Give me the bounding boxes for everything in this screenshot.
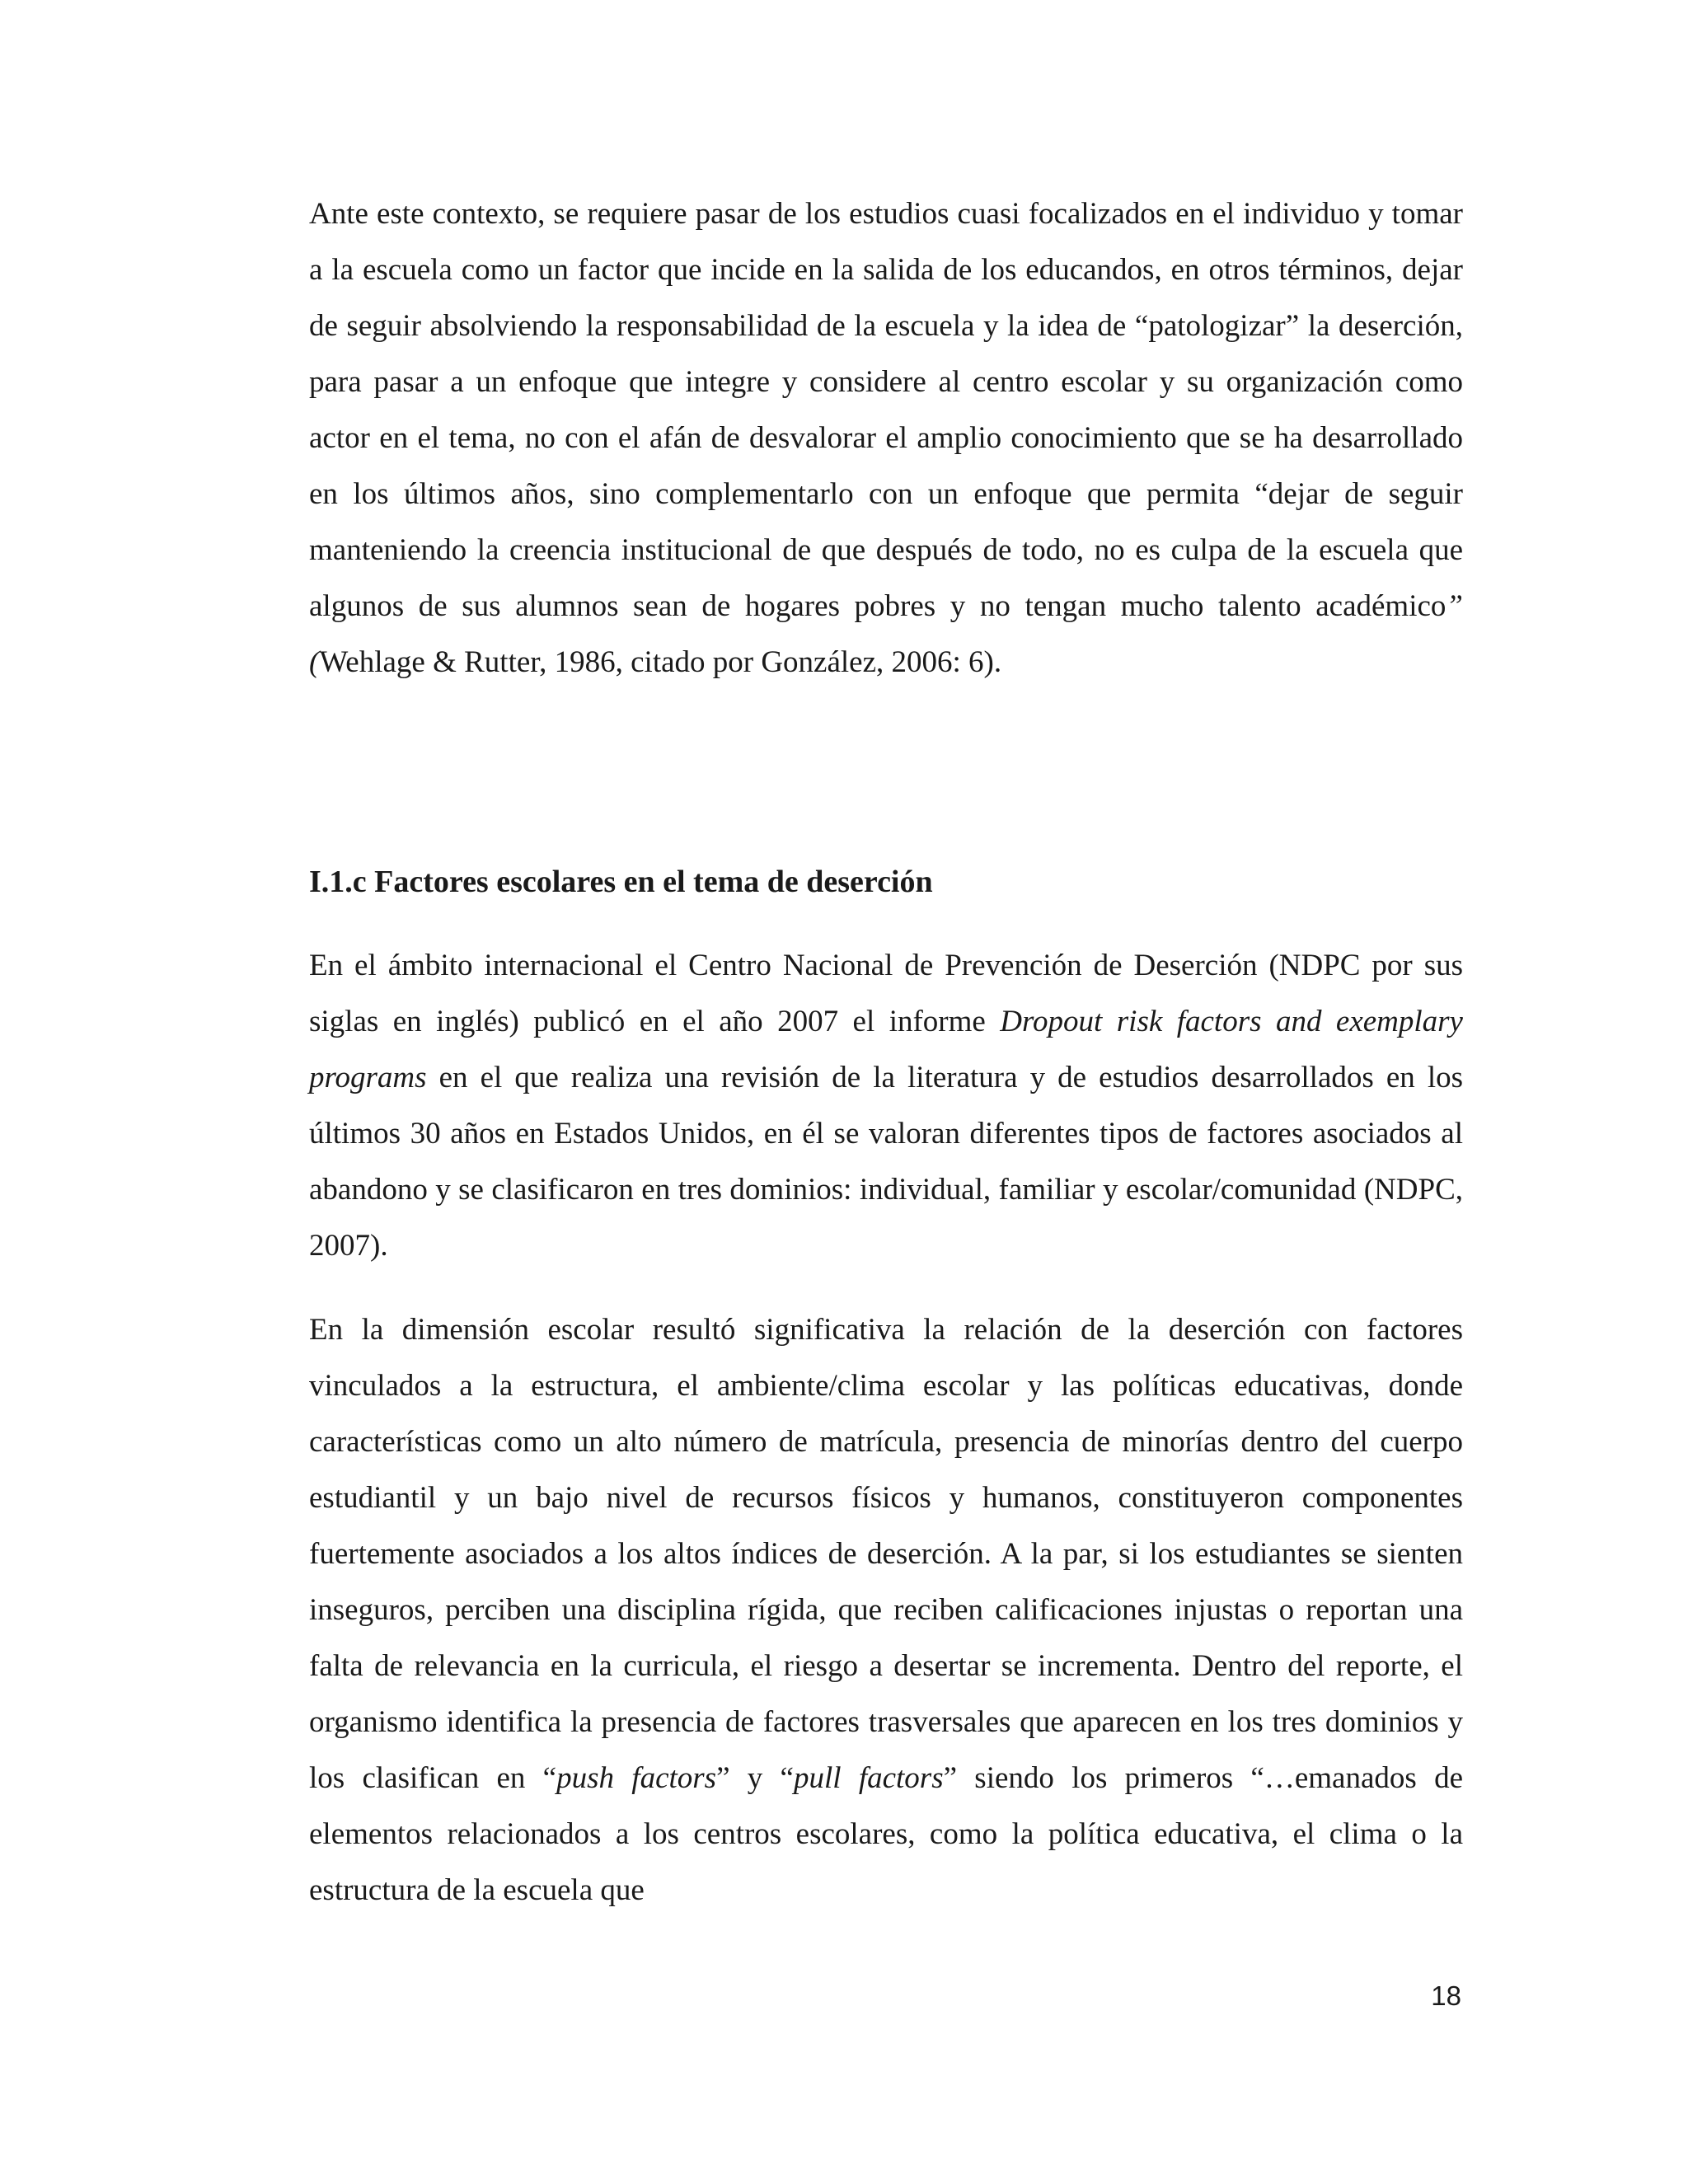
section-heading: I.1.c Factores escolares en el tema de deserción	[309, 865, 933, 899]
paragraph-ndpc-intro: En el ámbito internacional el Centro Nacional de Prevención de Deserción (NDPC por sus siglas en inglés) publicó en el año 2007 el informe	[309, 949, 1463, 1038]
paragraph-school-part3: ” siendo los primeros “…emanados de elementos relacionados a los centros escolares, como la política educativa, el clima o la estructura de la escuela que	[309, 1761, 1463, 1907]
citation-text: Wehlage & Rutter, 1986, citado por González, 2006: 6).	[319, 645, 1002, 679]
report-title: Dropout risk factors and exemplary programs	[309, 1005, 1463, 1094]
paragraph-school-part2: ” y “	[716, 1761, 794, 1795]
page-number: 18	[1431, 1980, 1461, 2011]
term-pull-factors: pull factors	[793, 1761, 944, 1795]
paragraph-ndpc	[309, 938, 1463, 1274]
paragraph-context-text: Ante este contexto, se requiere pasar de los estudios cuasi focalizados en el individuo y tomar a la escuela como un factor que incide en la salida de los educandos, en otros términos, dejar de seguir absolviendo la responsabilidad de la escuela y la idea de “patologizar” la deserción, para pasar a un enfoque que integre y considere al centro escolar y su organización como actor en el tema, no con el afán de desvalorar el amplio conocimiento que se ha desarrollado en los últimos años, sino complementarlo con un enfoque que permita “dejar de seguir manteniendo la creencia institucional de que después de todo, no es culpa de la escuela que algunos de sus alumnos sean de hogares pobres y no tengan mucho talento académico	[309, 197, 1463, 623]
term-push-factors: push factors	[556, 1761, 717, 1795]
paragraph-school-dimension	[309, 1302, 1463, 1919]
paragraph-school-part1: En la dimensión escolar resultó significativa la relación de la deserción con factores vinculados a la estructura, el ambiente/clima escolar y las políticas educativas, donde características como un alto número de matrícula, presencia de minorías dentro del cuerpo estudiantil y un bajo nivel de recursos físicos y humanos, constituyeron componentes fuertemente asociados a los altos índices de deserción. A la par, si los estudiantes se sienten inseguros, perciben una disciplina rígida, que reciben calificaciones injustas o reportan una falta de relevancia en la curricula, el riesgo a desertar se incrementa. Dentro del reporte, el organismo identifica la presencia de factores trasversales que aparecen en los tres dominios y los clasifican en “	[309, 1313, 1463, 1795]
paragraph-ndpc-rest: en el que realiza una revisión de la literatura y de estudios desarrollados en los últimos 30 años en Estados Unidos, en él se valoran diferentes tipos de factores asociados al abandono y se clasificaron en tres dominios: individual, familiar y escolar/comunidad (NDPC, 2007).	[309, 1061, 1463, 1263]
paragraph-context	[309, 186, 1463, 691]
quote-close-mark: ” (	[309, 589, 1463, 679]
